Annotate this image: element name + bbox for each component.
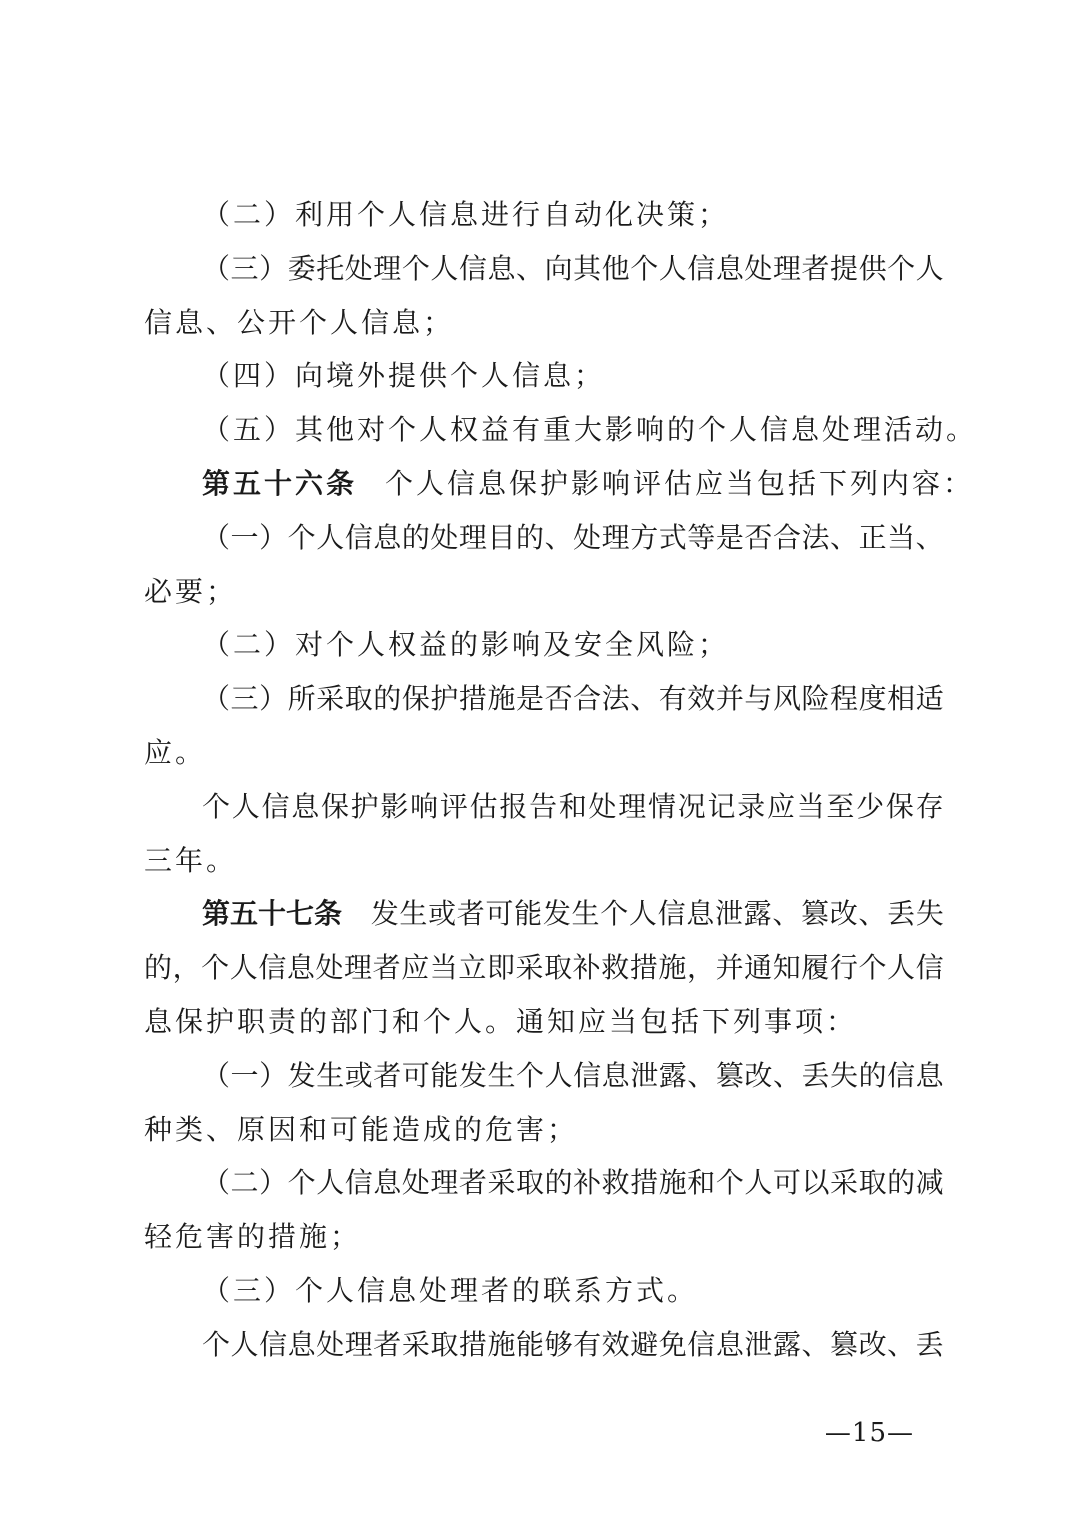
line-text: 应。 (144, 735, 207, 769)
article-number: 第五十七条 (202, 897, 343, 931)
text-line: （ 三 ） 所 采 取 的 保 护 措 施 是 否 合 法 、 有 效 并 与 风 险 程 度 相 适 (202, 682, 944, 716)
text-line: 个 人 信 息 保 护 影 响 评 估 报 告 和 处 理 情 况 记 录 应 当 至 少 保 存 (202, 789, 944, 823)
text-line (144, 1210, 944, 1264)
text-line (144, 457, 975, 511)
line-text: 轻危害的措施； (144, 1220, 362, 1254)
text-line (144, 1264, 944, 1318)
text-line (144, 1103, 944, 1157)
article-number: 第五十六条 (202, 466, 358, 500)
text-line (144, 565, 944, 619)
line-text: 个人信息保护影响评估应当包括下列内容： (385, 466, 975, 500)
line-text: 信息、公开个人信息； (144, 305, 455, 339)
line-text: 息保护职责的部门和个人。通知应当包括下列事项： (144, 1004, 858, 1038)
text-line (144, 296, 944, 350)
line-text: 三年。 (144, 843, 238, 877)
text-line (144, 726, 944, 780)
line-text: （三）个人信息处理者的联系方式。 (202, 1273, 699, 1307)
text-line (144, 618, 944, 672)
text-line: （ 二 ） 个 人 信 息 处 理 者 采 取 的 补 救 措 施 和 个 人 可 以 采 取 的 减 (202, 1166, 944, 1200)
text-line: 个 人 信 息 处 理 者 采 取 措 施 能 够 有 效 避 免 信 息 泄 露 、 篡 改 、 丢 (202, 1327, 944, 1361)
line-text: （二）对个人权益的影响及安全风险； (202, 628, 730, 662)
text-line: （ 一 ） 发 生 或 者 可 能 发 生 个 人 信 息 泄 露 、 篡 改 、 丢 失 的 信 息 (202, 1058, 944, 1092)
text-line (144, 188, 944, 242)
line-text: 种类、原因和可能造成的危害； (144, 1112, 579, 1146)
line-text: 必要； (144, 574, 238, 608)
document-body (144, 188, 978, 1372)
line-text: （二）利用个人信息进行自动化决策； (202, 198, 730, 231)
text-line: （ 三 ） 委 托 处 理 个 人 信 息 、 向 其 他 个 人 信 息 处 理 者 提 供 个 人 (202, 251, 944, 285)
text-line (144, 834, 944, 888)
text-line (144, 995, 944, 1049)
line-text: （五）其他对个人权益有重大影响的个人信息处理活动。 (202, 413, 978, 447)
text-line: 的 ， 个 人 信 息 处 理 者 应 当 立 即 采 取 补 救 措 施 ， 并 通 知 履 行 个 人 信 (144, 951, 944, 985)
text-line: （ 一 ） 个 人 信 息 的 处 理 目 的 、 处 理 方 式 等 是 否 合 法 、 正 当 、 (202, 520, 944, 554)
page-number: —15— (824, 1418, 914, 1448)
text-line (144, 349, 944, 403)
text-line (144, 403, 978, 457)
line-text: （四）向境外提供个人信息； (202, 359, 606, 393)
text-line: 第五十七条 发 生 或 者 可 能 发 生 个 人 信 息 泄 露 、 篡 改 、 丢 失 (144, 887, 944, 941)
